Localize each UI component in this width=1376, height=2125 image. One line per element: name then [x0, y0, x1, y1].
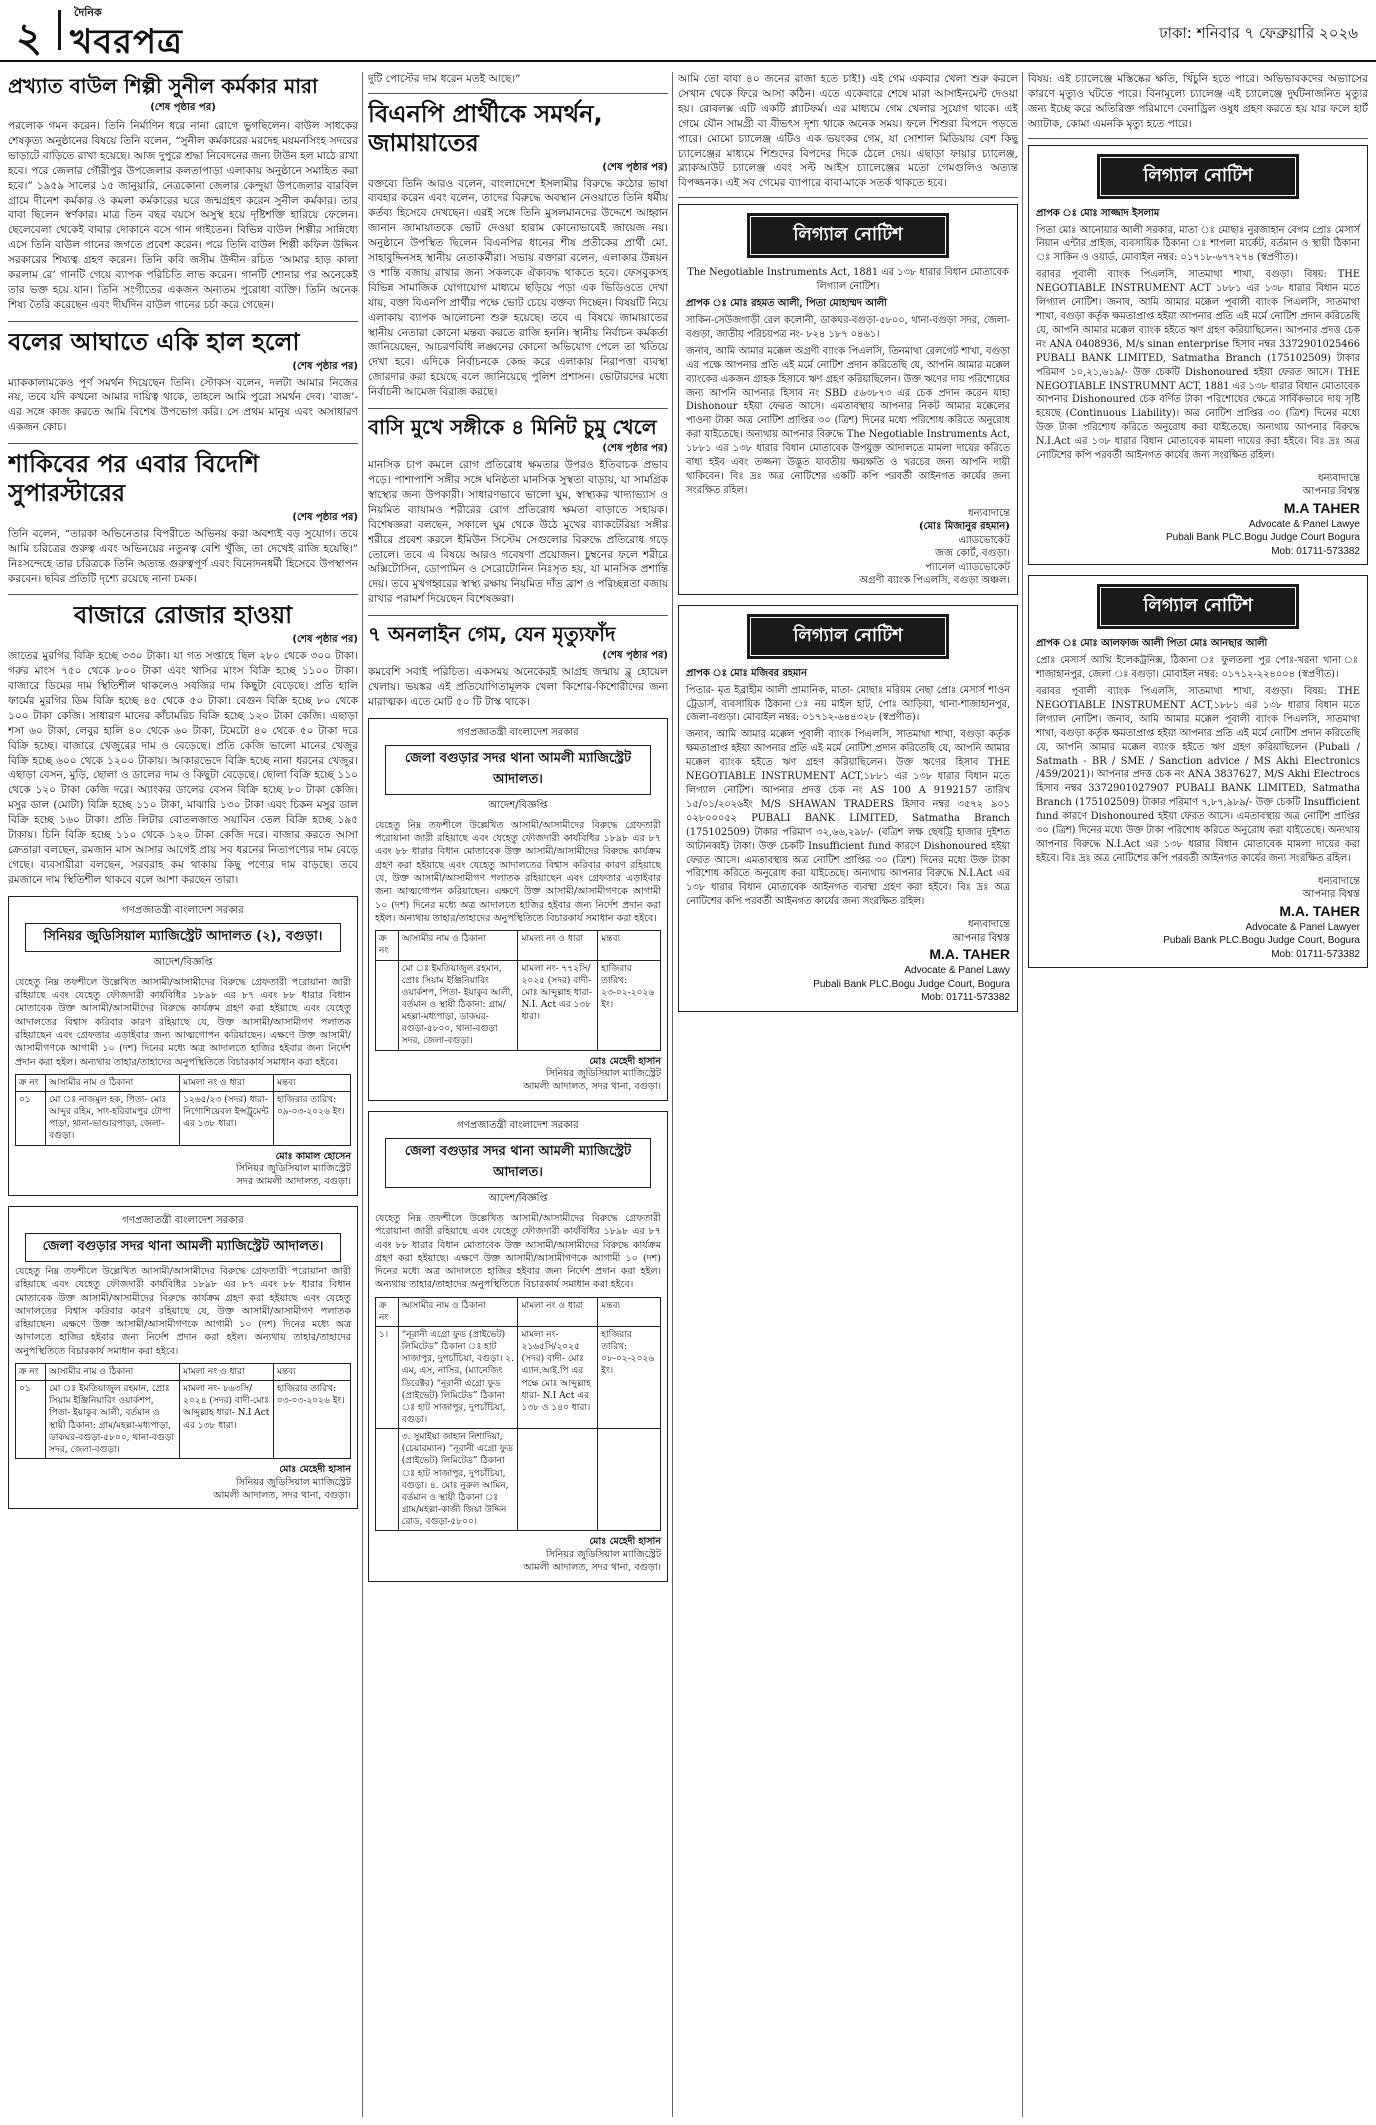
table-header: মামলা নং ও ধারা — [180, 1364, 274, 1381]
continued-label: (শেষ পৃষ্ঠার পর) — [292, 634, 358, 646]
news-story — [368, 622, 668, 710]
column-divider — [1022, 72, 1023, 2117]
table-row — [376, 1429, 661, 1531]
signature-line: Advocate & Panel Lawy — [904, 965, 1010, 977]
table-cell: মো ঃ ইমতিয়াজুল রহমান, প্রোঃ সিয়াম ইঞ্জিনিয়ারিং ওয়ার্কশপ, পিতা- ইয়াকুব আলী, বর্তমান ও স্থায়ী ঠিকানা: গ্রাম/মহল্লা-মধ্যপাড়া, ডাকঘর-বগুড়া-৫৮০০, থানা-বগুড়া সদর, জেলা-বগুড়া। — [46, 1381, 180, 1459]
signature-line: প্যানেল এ্যাডভোকেট — [925, 561, 1010, 573]
table-cell: মো ঃ নাজমুল হক, পিতা- মোঃ আব্দুর রহিম, সাং-হরিরামপুর টোপা পাড়া, থানা-ভাণ্ডারপাড়া, জেলা-বগুড়া। — [46, 1091, 180, 1145]
masthead-divider — [58, 10, 61, 50]
continued-label: (শেষ পৃষ্ঠার পর) — [150, 102, 216, 113]
continued-label: (শেষ পৃষ্ঠার পর) — [602, 161, 668, 173]
table-cell: হাজিরার তারিখ: ২৩-০২-২০২৬ ইং। — [598, 960, 661, 1050]
signer-name: M.A. TAHER — [1279, 902, 1360, 919]
notice-text: বরাবর পূবালী ব্যাংক পিএলসি, সাতমাথা শাখা, বগুড়া। বিষয়: THE NEGOTIABLE INSTRUMENT ACT,১৮৮১ এর ১৩৮ ধারার বিধান মতে লিগ্যাল নোটিশ। জনাব, আমি আমার মক্কেল পূবালী ব্যাংক পিএলসি, সাতমাথা শাখা, বগুড়া কর্তৃক ক্ষমতাপ্রাপ্ত হইয়া আপনার প্রতি এই মর্মে নোটিশ প্রদান করিতেছি যে, আপনি আমার মক্কেল ব্যাংক হইতে ঋণ গ্রহণ করিয়াছিলেন (Pubali / Satmath - BR / SME / Sanction advice / MS Akhi Electronics /459/2021)। আপনার প্রদত্ত চেক নং ANA 3837627, M/S Akhi Electrocs হিসাব নম্বর 3372901027907 PUBALI BANK LIMITED, Satmatha Branch (175102509) টাকার পরিমাণ ৭,৮৭,৯৮৯/- উক্ত চেকটি Insufficient fund কারণে Dishonoured হইয়া ফেরত আসে। এমতাবস্থায় অত্র নোটিশ প্রাপ্তির ৩০ (ত্রিশ) দিনের মধ্যে উক্ত টাকা পরিশোধ করিতে অনুরোধ করা যাইতেছে। অন্যথায় আপনার বিরুদ্ধে N.I.Act এর ১৩৮ ধারার বিধান মোতাবেক মামলা দায়ের করা হইবে। বিঃ দ্রঃ অত্র নোটিশের কপি পরবর্তী আইনগত কার্যের জন্য সংরক্ষিত রহিল। — [1036, 686, 1360, 864]
continued-label: (শেষ পৃষ্ঠার পর) — [602, 443, 668, 455]
legal-notice-title: লিগ্যাল নোটিশ — [1097, 584, 1300, 629]
notice-recipient: প্রাপক ঃ মোঃ মজিবর রহমান — [686, 667, 807, 679]
story-body: মানসিক চাপ কমলে রোগ প্রতিরোধ ক্ষমতার উপরও ইতিবাচক প্রভাব পড়ে। পাশাপাশি সঙ্গীর সঙ্গে ঘনিষ্ঠতা মানসিক সুস্থতা বাড়ায়, যা সামগ্রিক স্বাস্থ্যের জন্য উপকারী। সাধারণভাবে ভালো ঘুম, স্বাস্থ্যকর খাদ্যাভ্যাস ও নিয়মিত ব্যায়ামও শরীরের রোগ প্রতিরোধ ক্ষমতা বাড়াতে সহায়ক। বিশেষজ্ঞরা বলছেন, সকালে ঘুম থেকে উঠে মুখের ব্যাকটেরিয়া সঙ্গীর শরীরে প্রবেশ করলে ইমিউন সিস্টেম সেগুলোর বিরুদ্ধে প্রতিরোধ গড়ে তোলে। তবে এ বিষয়ে আরও গবেষণা প্রয়োজন। চুম্বনের ফলে শরীরে অক্সিটোসিন, ডোপামিন ও সেরোটোনিন নিঃসৃত হয়, যা মানসিক প্রশান্তি দেয়। তবে মুখগহ্বরের স্বাস্থ্য রক্ষায় নিয়মিত দাঁত ব্রাশ ও পরিচ্ছন্নতা বজায় রাখার পরামর্শ দিয়েছেন বিশেষজ্ঞরা। — [368, 459, 668, 606]
government-label: গণপ্রজাতন্ত্রী বাংলাদেশ সরকার — [457, 1119, 579, 1131]
continued-label: (শেষ পৃষ্ঠার পর) — [292, 360, 358, 372]
story-headline: শাকিবের পর এবার বিদেশি সুপারস্টারের — [8, 450, 259, 507]
table-header: মন্তব্য — [598, 931, 661, 960]
accused-table — [15, 1363, 351, 1459]
notice-recipient: প্রাপক ঃ মোঃ সাজ্জাদ ইসলাম — [1036, 207, 1160, 219]
table-cell: ৩. সুমাইয়া জাহান নিশাদিয়া, (চেয়ারম্যান) “নূরানী এগ্রো ফুড (প্রাইভেট) লিমিটেড” ঠিকানা ঃ হাট সাজাপুর, দুপচাঁচিয়া, বগুড়া। ৪. মোঃ নুরুল আমিন, বর্তমান ও স্থায়ী ঠিকানা ঃ গ্রাম/মহল্লা-কাজী জিয়া উদ্দিন রোড, বগুড়া-৫৮০০। — [398, 1429, 518, 1531]
legal-notice-title: লিগ্যাল নোটিশ — [747, 614, 950, 659]
notice-body: যেহেতু নিম্ন তফশীলে উল্লেখিত আসামী/আসামীদের বিরুদ্ধে গ্রেফতারী পরোয়ানা জারী রহিয়াছে এবং যেহেতু ফৌজদারী কার্যবিধির ১৮৯৮ এর ৮৭ এবং ৮৮ ধারার বিধান মোতাবেক উক্ত আসামী/আসামীদের বিরুদ্ধে কার্যক্রম গ্রহণ করা হইয়াছে এবং যেহেতু আদালতের বিশ্বাস করিবার কারণ রহিয়াছে যে, উক্ত আসামী/আসামীগণ পলাতক রহিয়াছেন এবং গ্রেফতার এড়াইবার জন্য আত্মগোপন করিয়াছেন। এক্ষণে উক্ত আসামী/আসামীগণকে আগামী ১০ (দশ) দিনের মধ্যে অত্র আদালতে হাজির হইবার জন্য নির্দেশ প্রদান করা হইল। অন্যথায় তাহার/তাহাদের অনুপস্থিতিতে বিচারকার্য সমাধান করা হইবে। — [15, 976, 351, 1068]
notice-body: যেহেতু নিম্ন তফশীলে উল্লেখিত আসামী/আসামীদের বিরুদ্ধে গ্রেফতারী পরোয়ানা জারী রহিয়াছে এবং যেহেতু ফৌজদারী কার্যবিধির ১৮৯৮ এর ৮৭ এবং ৮৮ ধারার বিধান মোতাবেক উক্ত আসামী/আসামীদের বিরুদ্ধে কার্যক্রম গ্রহণ করা হইয়াছে। এক্ষণে উক্ত আসামী/আসামীগণকে আগামী ১০ (দশ) দিনের মধ্যে অত্র আদালতে হাজির হইবার জন্য নির্দেশ প্রদান করা হইল। অন্যথায় তাহার/তাহাদের অনুপস্থিতিতে বিচারকার্য সমাধান করা হইবে। — [375, 1212, 661, 1291]
signer-name: M.A TAHER — [1283, 499, 1360, 516]
signer-name: মোঃ কামাল হোসেন — [275, 1150, 351, 1162]
signer-title: সিনিয়র জুডিসিয়াল ম্যাজিস্ট্রেট — [235, 1476, 351, 1488]
story-headline: ৭ অনলাইন গেম, যেন মৃত্যুফাঁদ — [368, 622, 616, 647]
table-cell — [376, 1429, 399, 1531]
notice-recipient: প্রাপক ঃ মোঃ রহমত আলী, পিতা মোহাম্মদ আলী — [686, 298, 887, 310]
order-label: আদেশ/বিজ্ঞপ্তি — [153, 956, 213, 968]
notice-address: পিতা মোঃ আনোয়ার আলী সরকার, মাতা ঃ মোছাঃ নুরজাহান বেগম প্রোঃ মেসার্স নিয়ান এন্টার প্রাইজ, ব্যবসায়িক ঠিকানা ঃ শাপলা মার্কেট, বর্তমান ও স্থায়ী ঠিকানা ঃ সাকিন ও ওয়ার্ড, মোবাইল নম্বর: ০১৭১৮-৬৭৭২৭৪ (স্বপ্রণীত)। — [1036, 224, 1360, 264]
divider — [8, 321, 358, 322]
signature-block — [375, 1536, 661, 1574]
column-2 — [368, 72, 668, 2122]
signer-court: আমলী আদালত, সদর থানা, বগুড়া। — [213, 1489, 351, 1501]
signer-name: (মোঃ মিজানুর রহমান) — [918, 521, 1010, 533]
signature-line: Advocate & Panel Lawyer — [1245, 921, 1360, 933]
signer-title: সিনিয়র জুডিসিয়াল ম্যাজিস্ট্রেট — [235, 1163, 351, 1175]
news-story — [368, 415, 668, 607]
divider — [368, 93, 668, 94]
table-cell: ১২৬৫/২৩ (সদর) ধারা- নিগোশিয়েবল ইন্সট্রুমেন্ট এর ১৩৮ ধারা। — [180, 1091, 274, 1145]
table-header-row — [16, 1074, 351, 1091]
signature-line: ধন্যবাদান্তে — [967, 919, 1010, 931]
court-notice — [368, 1111, 668, 1582]
table-header: ক্র নং — [16, 1364, 46, 1381]
accused-table — [375, 930, 661, 1050]
signature-block — [15, 1464, 351, 1502]
story-body: বক্তব্যে তিনি আরও বলেন, বাংলাদেশে ইসলামীর বিরুদ্ধে কঠোর ভাষা ব্যবহার করেন এবং বলেন, তাদের বিরুদ্ধে অবস্থান নেওয়াতে তিনি ধর্মীয় কর্তব্য হিসেবে দেখছেন। এরই সঙ্গে তিনি মুসলমানদের উদ্দেশে আহ্বান জানান জামায়াতকে ভোট দেওয়া হারাম কোনোভাবেই জায়েজ নয়। অনুষ্ঠানে উপস্থিত ছিলেন বিএনপির ধানের শীষ প্রতীকের প্রার্থী মো. সাহাবুদ্দিনসহ স্থানীয় নেতাকর্মীরা। সভায় বক্তারা বলেন, এলাকার উন্নয়ন ও শান্তি বজায় রাখার জন্য সকলকে ঐক্যবদ্ধ থাকতে হবে। ফেসবুকসহ বিভিন্ন সামাজিক যোগাযোগ মাধ্যমে ছড়িয়ে পড়া এক ভিডিওতে দেখা যায়, বক্তা বিএনপি প্রার্থীর পক্ষে ভোট চেয়ে বক্তব্য দিচ্ছেন। বিষয়টি নিয়ে এলাকায় ব্যাপক আলোচনা শুরু হয়েছে। তবে এ বিষয়ে জামায়াতের স্থানীয় নেতারা কোনো মন্তব্য করতে রাজি হননি। স্থানীয় নির্বাচন কর্মকর্তা জানিয়েছেন, আচরণবিধি লঙ্ঘনের কোনো অভিযোগ পেলে তা খতিয়ে দেখা হবে। এদিকে নির্বাচনকে কেন্দ্র করে এলাকায় নিরাপত্তা ব্যবস্থা জোরদার করা হয়েছে বলে জানিয়েছে পুলিশ প্রশাসন। ভোটারদের মধ্যে নির্বাচনী আমেজ বিরাজ করছে। — [368, 177, 668, 399]
table-row — [376, 960, 661, 1050]
signature-line: আপনার বিশ্বস্ত — [1302, 486, 1360, 498]
legal-notice-body — [679, 665, 1017, 918]
legal-notice-body — [679, 264, 1017, 507]
story-body: জাতের মুরগির বিক্রি হচ্ছে ৩৩০ টাকা। যা গত সপ্তাহে ছিল ২৮০ থেকে ৩০০ টাকা। গরুর মাংস ৭৫০ থেকে ৮০০ টাকা এবং খাসির মাংস বিক্রি হচ্ছে ১১০০ টাকা। বাজারে ডিমের দাম স্থিতিশীল থাকলেও সবজির দাম কিছুটা বেড়েছে। প্রতি হালি ফার্মের মুরগির ডিম বিক্রি হচ্ছে ৪৫ থেকে ৫০ টাকা। বেগুন বিক্রি হচ্ছে ৮০ থেকে ১০০ টাকা কেজি। সাধারণ মানের কাঁচামরিচ বিক্রি হচ্ছে ১২০ টাকা কেজি। এছাড়া শসা ৬০ টাকা, লেবুর হালি ৪০ থেকে ৬০ টাকা, টমেটো ৪০ থেকে ৫০ টাকা দরে বিক্রি হচ্ছে। বাজারে খেজুরের দাম ও বেড়েছে। প্রতি কেজি ভালো মানের খেজুর বিক্রি হচ্ছে ৬০০ থেকে ১২০০ টাকায়। আকারভেদে বিক্রি হচ্ছে নানা ধরনের খেজুর। এছাড়া বেসন, মুড়ি, ছোলা ও ডালের দাম ও কিছুটা বেড়েছে। ছোলা বিক্রি হচ্ছে ১১০ থেকে ১২০ টাকা কেজি দরে। অ্যাংকর ডালের বেসন বিক্রি হচ্ছে ৮০ টাকা কেজি। মসুর ডাল (মোটা) বিক্রি হচ্ছে ১১০ টাকা, মাঝারি ১৩০ টাকা এবং চিকন মসুর ডাল বিক্রি হচ্ছে ১৬০ টাকা। প্রতি লিটার বোতলজাত সয়াবিন তেল বিক্রি হচ্ছে ১৯৫ টাকায়। চিনি বিক্রি হচ্ছে ১১০ থেকে ১২০ টাকা কেজি দরে। বাজার করতে আসা ক্রেতারা বলছেন, রমজান মাস আসার আগেই প্রায় সব ধরনের নিত্যপণ্যের দাম বেড়ে গেছে। ব্যবসায়ীরা বলছেন, সরবরাহ কম থাকায় কিছু পণ্যের দাম বাড়ছে। তবে রমজানে দাম স্থিতিশীল থাকবে বলে আশা করছেন তারা। — [8, 650, 358, 886]
table-header: মন্তব্য — [273, 1074, 350, 1091]
table-header: মন্তব্য — [598, 1297, 661, 1326]
story-headline: বাসি মুখে সঙ্গীকে ৪ মিনিট চুমু খেলে — [368, 415, 657, 440]
signature-line: Pubali Bank PLC.Bogu Judge Court Bogura — [1165, 532, 1360, 544]
column-3 — [678, 72, 1018, 2122]
story-body: কমবেশি সবাই পরিচিত। একসময় অনেকেরই আগ্রহ জন্মায় ব্লু হোয়েল খেলায়। ভয়ঙ্কর এই প্রতিযোগিতামূলক খেলা কিশোর-কিশোরীদের জন্য মারাত্মক। এতে মোট ৫০ টি টাস্ক থাকে। — [368, 666, 668, 708]
table-cell — [598, 1429, 661, 1531]
table-cell: মামলা নং- ২১৬৫সি/২০২৫ (সদর) বাদী- মোঃ এ্যান.আই.পি এর পক্ষে মোঃ আব্দুল্লাহ ধারা- N.I Act এর ১৩৮ ও ১৪০ ধারা। — [518, 1327, 598, 1429]
signature-block — [1029, 875, 1367, 967]
dateline: ঢাকা: শনিবার ৭ ফেব্রুয়ারি ২০২৬ — [1159, 24, 1358, 42]
table-cell: হাজিরার তারিখ: ০৮-০২-২০২৬ ইং। — [598, 1327, 661, 1429]
table-row — [16, 1381, 351, 1459]
table-cell: ০১ — [16, 1091, 46, 1145]
signature-line: ধন্যবাদান্তে — [1317, 875, 1360, 887]
signer-name: মোঃ মেহেদী হাসান — [589, 1536, 661, 1548]
news-story — [368, 100, 668, 400]
signature-block — [1029, 472, 1367, 564]
news-story — [8, 74, 358, 313]
signature-line: Mob: 01711-573382 — [921, 992, 1010, 1004]
divider — [368, 615, 668, 616]
table-cell: হাজিরার তারিখ: ০৩-০৩-২০২৬ ইং। — [273, 1381, 350, 1459]
story-body: তিনি বলেন, “তারকা অভিনেতার বিপরীতে অভিনয় করা অবশ্যই বড় সুযোগ। তবে আমি চরিত্রের গুরুত্ব এবং অভিনয়ের নতুনত্ব বেশি খুঁজি, তা দেখেই রাজি হয়েছি।” নিঃসন্দেহে তার চরিত্রকে তিনি অত্যন্ত গুরুত্বপূর্ণ এবং বিনোদনধর্মী হিসেবে উপস্থাপন করবেন। ছবির প্রতিটি দৃশ্যে রয়েছে নানা চমক। — [8, 527, 358, 585]
signer-title: সিনিয়র জুডিসিয়াল ম্যাজিস্ট্রেট — [545, 1549, 661, 1561]
court-notice — [368, 718, 668, 1101]
column-1 — [8, 72, 358, 2122]
story-continuation: বিষয়: এই চ্যালেঞ্জে মস্তিষ্কের ক্ষতি, খিঁচুনি হতে পারে। অভিভাবকদের অভ্যাসের কারণে মৃত্যুও ঘটতে পারে। বিনামূল্যে চ্যালেঞ্জ এই চ্যালেঞ্জে দুর্ঘটনাজনিত মৃত্যুর জন্য ইচ্ছে করে অতিরিক্ত পরিমাণে বেনাড্রিল ওষুধ গ্রহণ করতে হয় যার ফলে হার্ট অ্যাটাক, কোমা এমনকি মৃত্যু হতে পারে। — [1028, 73, 1368, 130]
newspaper-prefix: দৈনিক — [74, 6, 102, 19]
notice-address: প্রোঃ মেসার্স আখি ইলেকট্রনিক্স, ঠিকানা ঃ ফুলতলা পুর পোঃ-খরনা থানা ঃ শাজাহানপুর, জেলা ঃ বগুড়া। মোবাইল নম্বর: ০১৭১২-২২৪০০৪ (স্বপ্রণীত)। — [1036, 655, 1360, 681]
table-header: ক্র নং — [376, 931, 399, 960]
court-title: জেলা বগুড়ার সদর থানা আমলী ম্যাজিস্ট্রেট আদালত। — [385, 1138, 651, 1188]
notice-text: জনাব, আমি আমার মক্কেল পূবালী ব্যাংক পিএলসি, সাতমাথা শাখা, বগুড়া কর্তৃক ক্ষমতাপ্রাপ্ত হইয়া আপনার প্রতি এই মর্মে নোটিশ প্রদান করিতেছি যে, আপনি আমার মক্কেল ব্যাংক হইতে ঋণ গ্রহণ করিয়াছিলেন। উক্ত ঋণের হিসাব THE NEGOTIABLE INSTRUMENT ACT,১৮৮১ এর ১৩৮ ধারার বিধান মতে লিগ্যাল নোটিশ। আপনার প্রদত্ত চেক নং AS 100 A 9192157 তারিখ ১৫/০১/২০২৬ইং M/S SHAWAN TRADERS হিসাব নম্বর ৩৫৭২ ৯০১ ০২৮০০০৫২ PUBALI BANK LIMITED, Satmatha Branch (175102509) টাকার পরিমাণ ৩২,৬৬,২৯৮/- (বত্রিশ লক্ষ ছেষট্টি হাজার দুইশত আটানব্বই) টাকা। উক্ত চেকটি Insufficient fund কারণে Dishonoured হইয়া ফেরত আসে। এমতাবস্থায় অত্র নোটিশ প্রাপ্তির ৩০ (ত্রিশ) দিনের মধ্যে উক্ত টাকা পরিশোধ করিতে অনুরোধ করা যাইতেছে। অন্যথায় আপনার বিরুদ্ধে N.I.Act এর ১৩৮ ধারার বিধান মোতাবেক আইনগত ব্যবস্থা গ্রহণ করা হইবে। বিঃ দ্রঃ অত্র নোটিশের কপি পরবর্তী আইনগত কার্যের জন্য সংরক্ষিত রহিল। — [686, 729, 1010, 908]
table-header: আসামীর নাম ও ঠিকানা — [46, 1364, 180, 1381]
continued-label: (শেষ পৃষ্ঠার পর) — [292, 511, 358, 523]
legal-notice-title: লিগ্যাল নোটিশ — [1097, 154, 1300, 199]
signature-line: আপনার বিশ্বস্ত — [952, 932, 1010, 944]
signature-line: আপনার বিশ্বস্ত — [1302, 889, 1360, 901]
signer-court: সদর আমলী আদালত, বগুড়া। — [236, 1176, 351, 1188]
signer-title: সিনিয়র জুডিসিয়াল ম্যাজিস্ট্রেট — [545, 1068, 661, 1080]
signature-line: ধন্যবাদান্তে — [967, 507, 1010, 519]
table-header: মামলা নং ও ধারা — [180, 1074, 274, 1091]
government-label: গণপ্রজাতন্ত্রী বাংলাদেশ সরকার — [122, 904, 244, 916]
signature-block — [679, 507, 1017, 594]
continued-label: (শেষ পৃষ্ঠার পর) — [602, 650, 668, 662]
column-4 — [1028, 72, 1368, 2122]
order-label: আদেশ/বিজ্ঞপ্তি — [488, 1192, 548, 1204]
signature-line: এ্যাডভোকেট — [958, 534, 1010, 546]
table-header-row — [376, 931, 661, 960]
signer-name: M.A. TAHER — [929, 946, 1010, 963]
signature-line: ধন্যবাদান্তে — [1317, 472, 1360, 484]
signature-line: Mob: 01711-573382 — [1271, 948, 1360, 960]
order-label: আদেশ/বিজ্ঞপ্তি — [488, 799, 548, 811]
signature-line: Mob: 01711-573382 — [1271, 545, 1360, 557]
notice-body: যেহেতু নিম্ন তফশীলে উল্লেখিত আসামী/আসামীদের বিরুদ্ধে গ্রেফতারী পরোয়ানা জারী রহিয়াছে এবং যেহেতু ফৌজদারী কার্যবিধির ১৮৯৮ এর ৮৭ এবং ৮৮ ধারার বিধান মোতাবেক উক্ত আসামী/আসামীদের বিরুদ্ধে কার্যক্রম গ্রহণ করা হইয়াছে এবং যেহেতু আদালতের বিশ্বাস করিবার কারণ রহিয়াছে যে, উক্ত আসামী/আসামীগণ পলাতক রহিয়াছেন এবং গ্রেফতার এড়াইবার জন্য আত্মগোপন করিয়াছেন। এক্ষণে উক্ত আসামী/আসামীগণকে আগামী ১০ (দশ) দিনের মধ্যে অত্র আদালতে হাজির হইবার জন্য নির্দেশ প্রদান করা হইল। অন্যথায় তাহার/তাহাদের অনুপস্থিতিতে বিচারকার্য সমাধান করা হইবে। — [375, 819, 661, 924]
court-title: জেলা বগুড়ার সদর থানা আমলী ম্যাজিস্ট্রেট আদালত। — [25, 1233, 341, 1262]
government-label: গণপ্রজাতন্ত্রী বাংলাদেশ সরকার — [457, 726, 579, 738]
news-story — [8, 601, 358, 887]
table-cell — [376, 960, 399, 1050]
story-body: পরলোক গমন করেন। তিনি নির্মাণিন ধরে নানা রোগে ভুগছিলেন। বাউল সাধকের শেষকৃত্য অনুষ্ঠানের বিষয়ে তিনি বলেন, “সুনীল কর্মকারের মরদেহ ময়মনসিংহ সদরের ভাড়াটে বাড়িতে রাখা হয়েছে। আজ দুপুরে শ্রদ্ধা নিবেদনের জন্য টাউন হল মাঠে রাখা হবে। পরে জেলার গৌরীপুর উপজেলার কলতাপাড়া এলাকায় অনুষ্ঠানে সমাহিত করা হবে।” ১৯৫৯ সালের ১৫ জানুয়ারি, নেত্রকোনা জেলার কেন্দুয়া উপজেলার বারবিল গ্রামে দীনেশ কর্মকার ও কমলা কর্মকারের ঘরে জন্মগ্রহণ করেন সুনীল কর্মকার। তার বাবা ছিলেন স্বর্ণকার। মাত্র তিন বছর বয়সে অসুস্থ হয়ে দৃষ্টিশক্তি হারিয়ে ফেলেন। ছেলেবেলা থেকেই বাবার দোকানে বসে গান গাইতেন। বিভিন্ন বাউল শিল্পীর সান্নিধ্যে এসে তিনি বাউল গানের জগতে প্রবেশ করেন। পরে তিনি বাউল শিল্পী কফিল উদ্দিন সরকারের শিষ্যত্ব গ্রহণ করেন। তিনি কবি জসীম উদ্দীন রচিত ‘আমার হাড় কালা করলাম রে’ গানটি গেয়ে ব্যাপক পরিচিতি লাভ করেন। গানটি শোনার পর অনেকেই তার ভক্ত হয়ে যান। তিনি সংগীতের একজন অন্যতম পুরোধা ব্যক্তি। তিনি অনেক শিষ্য তৈরি করেছেন এবং দীর্ঘদিন বাউল গানের চর্চা করে গেছেন। — [8, 120, 358, 311]
divider — [678, 197, 1018, 198]
court-notice — [8, 1206, 358, 1510]
table-header-row — [16, 1364, 351, 1381]
signature-line: জজ কোর্ট, বগুড়া। — [935, 548, 1010, 560]
accused-table — [375, 1297, 661, 1532]
divider — [8, 443, 358, 444]
legal-notice-body — [1029, 635, 1367, 875]
table-row — [376, 1327, 661, 1429]
table-cell: হাজিরার তারিখ: ০৯-০৩-২০২৬ ইং। — [273, 1091, 350, 1145]
table-cell: ১। — [376, 1327, 399, 1429]
court-title: সিনিয়র জুডিসিয়াল ম্যাজিস্ট্রেট আদালত (২), বগুড়া। — [25, 923, 341, 952]
column-divider — [672, 72, 673, 2117]
legal-notice — [678, 204, 1018, 595]
legal-notice — [1028, 145, 1368, 566]
signature-line: অগ্রণী ব্যাংক পিএলসি, বগুড়া অঞ্চল। — [859, 575, 1010, 587]
notice-text: বরাবর পূবালী ব্যাংক পিএলসি, সাতমাথা শাখা, বগুড়া। বিষয়: THE NEGOTIABLE INSTRUMENT ACT ১৮৮১ এর ১৩৮ ধারার বিধান মতে লিগ্যাল নোটিশ। জনাব, আমি আমার মক্কেল পূবালী ব্যাংক পিএলসি, সাতমাথা শাখা, বগুড়া কর্তৃক ক্ষমতাপ্রাপ্ত হইয়া আপনার প্রতি এই মর্মে নোটিশ প্রদান করিতেছি যে, আপনি আমার মক্কেল ব্যাংক হইতে ঋণ গ্রহণ করিয়াছিলেন। আপনার প্রদত্ত চেক নং ANA 0408936, M/s sinan enterprise হিসাব নম্বর 3372901025466 PUBALI BANK LIMITED, Satmatha Branch (175102509) টাকার পরিমাণ ১০,২১,৬১৯/- উক্ত চেকটি Dishonoured হইয়া ফেরত আসে। THE NEGOTIABLE INSTRUMNT ACT, 1881 এর ১৩৮ ধারার বিধান মোতাবেক আপনার Dishonoured চেক বর্ণিত টাকা পরিশোধের ক্ষেত্রে সার্বিকভাবে দায় সৃষ্টি হয়েছে (Continuous Liability)। অত্র নোটিশ প্রাপ্তির ৩০ (ত্রিশ) দিনের মধ্যে উক্ত টাকা পরিশোধ করিতে অনুরোধ করা যাইতেছে। অন্যথায় আপনার বিরুদ্ধে N.I.Act এর ১৩৮ ধারার বিধান মোতাবেক মামলা দায়ের করা হইবে। বিঃ দ্রঃ অত্র নোটিশের কপি পরবর্তী আইনগত কার্যের জন্য সংরক্ষিত রহিল। — [1036, 269, 1361, 462]
table-header-row — [376, 1297, 661, 1326]
table-cell: মামলা নং- ৮৬৩সি/২০২৪ (সদর) বাদী-মোঃ আব্দুল্লাহ ধারা- N.I Act এর ১৩৮ ধারা। — [180, 1381, 274, 1459]
signer-name: মোঃ মেহেদী হাসান — [279, 1464, 351, 1475]
divider — [368, 408, 668, 409]
notice-recipient: প্রাপক ঃ মোঃ আলফাজ আলী পিতা মোঃ আনছার আলী — [1036, 638, 1268, 650]
masthead — [0, 0, 1376, 62]
story-headline: বিএনপি প্রার্থীকে সমর্থন, জামায়াতের — [368, 99, 603, 157]
table-cell: ০১ — [16, 1381, 46, 1459]
court-title: জেলা বগুড়ার সদর থানা আমলী ম্যাজিস্ট্রেট আদালত। — [385, 745, 651, 795]
divider — [1028, 138, 1368, 139]
signature-block — [15, 1151, 351, 1189]
story-headline: বাজারে রোজার হাওয়া — [73, 601, 293, 630]
story-continuation: আমি তো বাবা ৪০ জনের রাজা হতে চাই!) এই গেম একবার খেলা শুরু করলে সেখান থেকে ফিরে আসা কঠিন। এতে একেবারে শেষে মারা আসাইনমেন্ট দেওয়া হয়। রোবলক্স এটি একটি প্ল্যাটফর্ম। এর মাধ্যমে গেম খেলার সুযোগ থাকে। এই গেমে যৌন সামগ্রী বা বীভৎস দৃশ্য থাকে অনেক সময়। ফলে শিশুরা বিপদে পড়তে পারে। মোমো চ্যালেঞ্জ এটিও এক ভয়ংকর গেম, যা সোশাল মিডিয়ায় বেশ কিছু চ্যালেঞ্জের মাধ্যমে শিশুদের বিপদের দিকে ঠেলে দেয়। এছাড়া ফায়ার চ্যালেঞ্জ, ব্ল্যাকআউট চ্যালেঞ্জ এবং সল্ট আইস চ্যালেঞ্জের মতো গেমগুলিও অত্যন্ত বিপজ্জনক। এই সব গেমের ব্যাপারে বাবা-মাকে সতর্ক থাকতে হবে। — [678, 73, 1018, 190]
signer-court: আমলী আদালত, সদর থানা, বগুড়া। — [523, 1081, 661, 1093]
notice-address: পিতার- মৃত ইব্রাহীম আলী প্রামানিক, মাতা- মোছাঃ মরিয়ম নেছা প্রোঃ মেসার্স শাওন ট্রেডার্স, ব্যবসায়িক ঠিকানা ঃ নয় মাইল হাট, পোঃ আড়িয়া, থানা-শাজাহানপুর, জেলা-বগুড়া। মোবাইল নম্বর: ০১৭১২-৬৪৪৩২৮ (স্বপ্রণীত)। — [686, 684, 1010, 724]
table-cell: মামলা নং- ৭৭২সি/২০২৫ (সদর) বাদী-মোঃ আব্দুল্লাহ ধারা- N.I. Act এর ১৩৮ ধারা। — [518, 960, 598, 1050]
government-label: গণপ্রজাতন্ত্রী বাংলাদেশ সরকার — [122, 1214, 244, 1226]
divider — [8, 594, 358, 595]
signature-line: Pubali Bank PLC.Bogu Judge Court, Bogura — [1163, 935, 1360, 947]
table-row — [16, 1091, 351, 1145]
table-header: ক্র নং — [16, 1074, 46, 1091]
story-headline: বলের আঘাতে একি হাল হলো — [8, 327, 300, 356]
story-lead: দুটি পোস্টের দাম ধরেন মতই আছে।” — [368, 73, 521, 85]
table-cell: মো ঃ ইমতিয়াজুল রহমান, প্রোঃ সিয়াম ইঞ্জিনিয়ারিং ওয়ার্কশপ, পিতা- ইয়াকুব আলী, বর্তমান ও স্থায়ী ঠিকানা: গ্রাম/মহল্লা-মধ্যপাড়া, ডাকঘর-বগুড়া-৫৮০০, থানা-বগুড়া সদর, জেলা-বগুড়া। — [398, 960, 518, 1050]
table-header: মন্তব্য — [273, 1364, 350, 1381]
signature-block — [679, 918, 1017, 1010]
signature-line: Advocate & Panel Lawye — [1248, 518, 1360, 530]
newspaper-logo: খবরপত্র — [70, 22, 184, 62]
table-header: আসামীর নাম ও ঠিকানা — [398, 1297, 518, 1326]
signature-line: Pubali Bank PLC.Bogu Judge Court, Bogura — [813, 978, 1010, 990]
table-header: মামলা নং ও ধারা — [518, 1297, 598, 1326]
table-cell — [518, 1429, 598, 1531]
legal-notice-title: লিগ্যাল নোটিশ — [747, 213, 950, 258]
table-header: আসামীর নাম ও ঠিকানা — [46, 1074, 180, 1091]
notice-body: যেহেতু নিম্ন তফশীলে উল্লেখিত আসামী/আসামীদের বিরুদ্ধে গ্রেফতারী পরোয়ানা জারী রহিয়াছে এবং যেহেতু ফৌজদারী কার্যবিধির ১৮৯৮ এর ৮৭ এবং ৮৮ ধারার বিধান মোতাবেক উক্ত আসামী/আসামীদের বিরুদ্ধে কার্যক্রম গ্রহণ করা হইয়াছে এবং যেহেতু আদালতের বিশ্বাস করিবার কারণ রহিয়াছে যে, উক্ত আসামী/আসামীগণ পলাতক রহিয়াছেন। এক্ষণে উক্ত আসামী/আসামীগণকে আগামী ১০ (দশ) দিনের মধ্যে অত্র আদালতে হাজির হইবার জন্য নির্দেশ প্রদান করা হইল। অন্যথায় তাহার/তাহাদের অনুপস্থিতিতে বিচারকার্য সমাধান করা হইবে। — [15, 1265, 351, 1357]
story-headline: প্রখ্যাত বাউল শিল্পী সুনীল কর্মকার মারা — [8, 74, 318, 98]
page-number: ২ — [16, 14, 43, 61]
notice-lead: The Negotiable Instruments Act, 1881 এর ১৩৮ ধারার বিধান মোতাবেক লিগ্যাল নোটিশ। — [687, 267, 1009, 293]
table-header: আসামীর নাম ও ঠিকানা — [398, 931, 518, 960]
signer-name: মোঃ মেহেদী হাসান — [589, 1055, 661, 1067]
signature-block — [375, 1056, 661, 1094]
legal-notice — [1028, 575, 1368, 968]
legal-notice-body — [1029, 205, 1367, 472]
column-divider — [362, 72, 363, 2117]
news-story — [8, 450, 358, 586]
notice-address: সাকিন-সেউজগাড়ী রেল কলোনী, ডাকঘর-বগুড়া-৫৮০০, থানা-বগুড়া সদর, জেলা-বগুড়া, জাতীয় পরিচয়পত্র নং- ৮২৪ ১৮৭ ০৪৬১। — [686, 314, 1010, 340]
news-story — [8, 328, 358, 435]
table-cell: “নূরানী এগ্রো ফুড (প্রাইভেট) লিমিটেড” ঠিকানা ঃ হাট সাজাপুর, দুপচাঁচিয়া, বগুড়া। ২. এম, এস, নাসির, (ম্যানেজিং ডিরেক্টর) “নূরানী এগ্রো ফুড (প্রাইভেট) লিমিটেড” ঠিকানা ঃ হাট সাজাপুর, দুপচাঁচিয়া, বগুড়া। — [398, 1327, 518, 1429]
court-notice — [8, 896, 358, 1196]
signer-court: আমলী আদালত, সদর থানা, বগুড়া। — [523, 1561, 661, 1573]
accused-table — [15, 1074, 351, 1146]
table-header: ক্র নং — [376, 1297, 399, 1326]
notice-text: জনাব, আমি আমার মক্কেল অগ্রণী ব্যাংক পিএলসি, তিনমাথা রেলগেট শাখা, বগুড়া এর পক্ষে আপনার প্রতি এই মর্মে নোটিশ প্রদান করিতেছি যে, আপনি আমার মক্কেল ব্যাংকের একজন গ্রাহক হিসাবে ঋণ গ্রহণ করিয়াছিলেন। উক্ত ঋণের দায় পরিশোধের জন্য আপনি আপনার হিসাব নং SBD ৫৬৩৮৭৩ এর চেক প্রদান করেন যাহা Dishonour হইয়া ফেরত আসে। এমতাবস্থায় আপনার নিকট আমার মক্কেলের পাওনা টাকা অত্র নোটিশ প্রাপ্তির ৩০ (ত্রিশ) দিনের মধ্যে পরিশোধ করিতে অনুরোধ করা যাইতেছে। অন্যথায় আপনার বিরুদ্ধে The Negotiable Instruments Act, ১৮৮১ এর ১৩৮ ধারার বিধান মোতাবেক উপযুক্ত আদালতে মামলা দায়ের করিতে বাধ্য হইব এবং তজ্জন্য উদ্ভূত যাবতীয় ক্ষয়ক্ষতি ও খরচের জন্য আপনি দায়ী থাকিবেন। বিঃ দ্রঃ অত্র নোটিশের একটি কপি পরবর্তী আইনগত কার্যের জন্য সংরক্ষিত রহিল। — [686, 345, 1010, 496]
story-body: ম্যাককালামকেও পূর্ণ সমর্থন দিয়েছেন তিনি। স্টোকস বলেন, দলটা আমার নিজের নয়, তবে যদি কখনো আমার দায়িত্ব থাকে, তাহলে আমি পুরো সমর্থন দেব। ‘বাজ’-এর সঙ্গে কাজ করতে আমি বিশেষ উপভোগ করি। সে প্রথম মানুষ এবং অসাধারণ একজন কোচ। — [8, 376, 358, 434]
legal-notice — [678, 605, 1018, 1012]
table-header: মামলা নং ও ধারা — [518, 931, 598, 960]
